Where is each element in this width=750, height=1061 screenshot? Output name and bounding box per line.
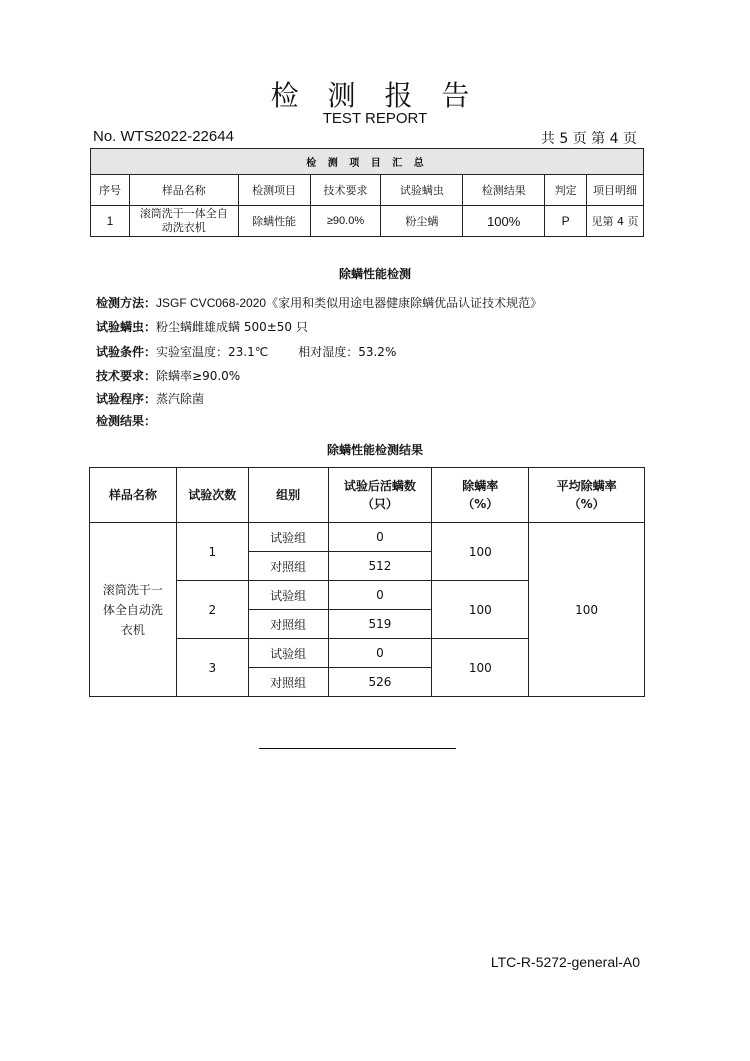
summary-col-header: 序号 [91,175,130,206]
document-code: LTC-R-5272-general-A0 [490,954,640,970]
info-value: 蒸汽除菌 [156,392,205,406]
info-label: 试验条件： [96,345,157,359]
info-method [96,295,542,311]
summary-table [90,148,644,237]
results-col-header: 平均除螨率 （%） [529,468,645,523]
summary-col-header: 检测结果 [463,175,545,206]
results-sample-name: 滚筒洗干一体全自动洗衣机 [90,523,177,697]
live-mite-count: 519 [328,610,432,639]
summary-cell-detail: 见第 4 页 [587,206,644,237]
info-label: 试验螨虫： [96,320,157,334]
summary-col-header: 检测项目 [238,175,310,206]
removal-rate: 100 [432,639,529,697]
results-col-header: 组别 [248,468,328,523]
summary-cell-mite: 粉尘螨 [381,206,463,237]
info-value-humidity: 相对湿度：53.2% [298,345,397,359]
live-mite-count: 0 [328,581,432,610]
results-col-header: 试验次数 [176,468,248,523]
live-mite-count: 0 [328,639,432,668]
live-mite-count: 512 [328,552,432,581]
info-requirement [96,368,240,384]
group-label: 试验组 [248,639,328,668]
live-mite-count: 0 [328,523,432,552]
removal-rate: 100 [432,581,529,639]
summary-cell-requirement: ≥90.0% [310,206,381,237]
report-number: No. WTS2022-22644 [93,128,234,145]
trial-number: 2 [176,581,248,639]
group-label: 试验组 [248,581,328,610]
summary-cell-result: 100% [463,206,545,237]
summary-col-header: 项目明细 [587,175,644,206]
summary-cell-item: 除螨性能 [238,206,310,237]
section-title: 除螨性能检测 [338,267,411,281]
info-conditions [96,344,396,360]
group-label: 对照组 [248,552,328,581]
results-title: 除螨性能检测结果 [326,443,423,457]
results-table [89,467,645,697]
info-label: 试验程序： [96,392,157,406]
info-value: 实验室温度：23.1℃ [156,345,269,359]
info-value: JSGF CVC068-2020《家用和类似用途电器健康除螨优品认证技术规范》 [156,296,543,310]
live-mite-count: 526 [328,668,432,697]
removal-rate: 100 [432,523,529,581]
page-indicator: 共 5 页 第 4 页 [540,131,637,147]
info-mite [96,319,308,335]
info-value: 除螨率≥90.0% [156,369,241,383]
group-label: 试验组 [248,523,328,552]
summary-cell-no: 1 [91,206,130,237]
summary-col-header: 试验螨虫 [381,175,463,206]
summary-col-header: 样品名称 [129,175,238,206]
report-title-cn: 检 测 报 告 [270,79,480,112]
results-col-header: 除螨率 （%） [432,468,529,523]
info-label: 技术要求： [96,369,157,383]
summary-col-header: 判定 [545,175,587,206]
info-label: 检测方法： [96,296,157,310]
summary-cell-judgement: P [545,206,587,237]
results-col-header: 样品名称 [90,468,177,523]
summary-col-header: 技术要求 [310,175,381,206]
info-value: 粉尘螨雌雄成螨 500±50 只 [156,320,308,334]
info-result [96,413,156,429]
info-label: 检测结果： [96,414,157,428]
summary-cell-sample: 滚筒洗干一体全自动洗衣机 [129,206,238,237]
trial-number: 1 [176,523,248,581]
results-col-header: 试验后活螨数 （只） [328,468,432,523]
group-label: 对照组 [248,610,328,639]
average-removal-rate: 100 [529,523,645,697]
end-line [259,748,456,749]
group-label: 对照组 [248,668,328,697]
info-procedure [96,391,204,407]
report-title-en: TEST REPORT [322,110,428,127]
trial-number: 3 [176,639,248,697]
summary-title: 检 测 项 目 汇 总 [91,149,644,175]
